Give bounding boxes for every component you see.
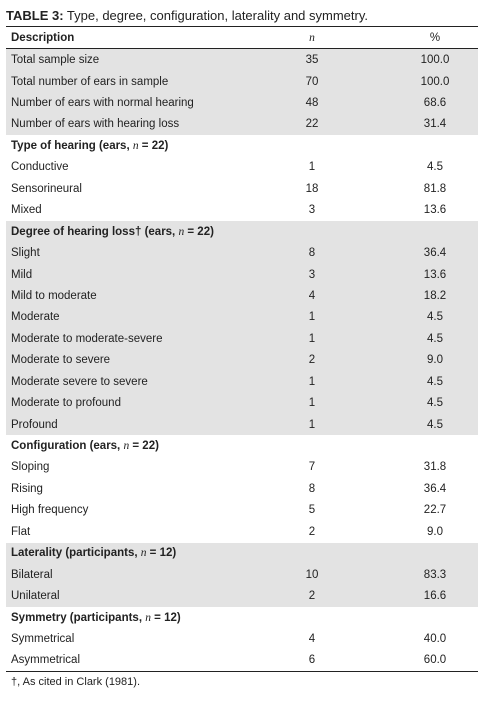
row-percent-value: 9.0 <box>378 350 478 371</box>
row-description: Sloping <box>11 461 50 474</box>
header-percent: % <box>429 31 441 44</box>
row-percent-value: 18.2 <box>378 285 478 306</box>
section-header-row <box>6 435 478 456</box>
row-description: Moderate to severe <box>6 350 246 371</box>
table-row <box>6 114 478 135</box>
table-row <box>6 628 478 649</box>
table-row <box>6 414 478 435</box>
section-n-symbol: n <box>123 440 130 453</box>
row-description: Conductive <box>11 161 69 174</box>
table-row <box>6 285 478 306</box>
row-description: Moderate to profound <box>6 392 246 413</box>
row-description: Number of ears with normal hearing <box>6 92 246 113</box>
section-n-symbol: n <box>140 547 147 560</box>
row-n-value: 2 <box>246 350 378 371</box>
table-row <box>6 585 478 606</box>
row-description: Mild to moderate <box>6 285 246 306</box>
row-n-value: 10 <box>246 564 378 585</box>
row-n-value: 1 <box>246 414 378 435</box>
row-description: Symmetrical <box>11 632 75 645</box>
row-n-value: 18 <box>305 182 319 195</box>
row-description: Mixed <box>11 204 42 217</box>
row-percent-value: 4.5 <box>378 307 478 328</box>
row-n-value: 5 <box>308 504 316 517</box>
row-n-value: 2 <box>308 525 316 538</box>
caption-text: Type, degree, configuration, laterality and symmetry. <box>63 8 368 23</box>
section-heading-count: = 22) <box>129 440 159 453</box>
table-row <box>6 242 478 263</box>
row-n-value: 1 <box>246 307 378 328</box>
row-percent-value: 4.5 <box>427 161 443 174</box>
row-n-value: 1 <box>246 392 378 413</box>
section-heading <box>6 135 478 156</box>
section-n-symbol: n <box>132 139 139 152</box>
section-heading-text: Type of hearing (ears, <box>11 139 133 152</box>
row-percent-value: 13.6 <box>423 204 447 217</box>
row-description: Number of ears with hearing loss <box>6 114 246 135</box>
table-body <box>6 49 478 672</box>
row-n-value: 1 <box>246 328 378 349</box>
section-header-row <box>6 221 478 242</box>
row-n-value: 35 <box>246 49 378 71</box>
row-percent-value: 22.7 <box>423 504 447 517</box>
row-description: Moderate to moderate-severe <box>6 328 246 349</box>
row-percent-value: 36.4 <box>378 242 478 263</box>
table-caption <box>6 8 478 26</box>
row-percent-value: 4.5 <box>378 392 478 413</box>
section-heading-text: Degree of hearing loss† (ears, <box>11 225 179 238</box>
row-percent-value: 60.0 <box>378 650 478 672</box>
table-container <box>6 0 478 688</box>
table-row <box>6 500 478 521</box>
section-heading-text: Laterality (participants, <box>11 547 141 560</box>
row-percent-value: 81.8 <box>423 182 447 195</box>
table-row <box>6 478 478 499</box>
section-heading <box>6 221 478 242</box>
section-heading-count: = 22) <box>138 139 169 152</box>
row-n-value: 4 <box>308 632 316 645</box>
row-description: Mild <box>6 264 246 285</box>
caption-label: TABLE 3: <box>6 8 64 23</box>
table-row <box>6 521 478 542</box>
row-description: Total number of ears in sample <box>6 71 246 92</box>
header-row <box>6 27 478 49</box>
row-percent-value: 83.3 <box>378 564 478 585</box>
section-heading-text: Configuration (ears, <box>11 440 124 453</box>
row-description: Profound <box>6 414 246 435</box>
table-row <box>6 564 478 585</box>
section-heading-count: = 22) <box>184 225 214 238</box>
table-row <box>6 457 478 478</box>
section-heading-count: = 12) <box>146 547 177 560</box>
row-n-value: 8 <box>246 242 378 263</box>
row-n-value: 3 <box>246 264 378 285</box>
table-row <box>6 49 478 71</box>
row-n-value: 7 <box>308 461 316 474</box>
row-n-value: 22 <box>246 114 378 135</box>
table-row <box>6 264 478 285</box>
table-row <box>6 71 478 92</box>
row-n-value: 1 <box>246 371 378 392</box>
section-heading <box>6 435 478 456</box>
table-row <box>6 92 478 113</box>
section-header-row <box>6 543 478 564</box>
table-row <box>6 178 478 199</box>
row-percent-value: 9.0 <box>427 525 443 538</box>
row-percent-value: 31.4 <box>378 114 478 135</box>
table-footnote: †, As cited in Clark (1981). <box>11 676 141 689</box>
table-row <box>6 328 478 349</box>
data-table <box>6 26 478 672</box>
section-header-row <box>6 135 478 156</box>
table-row <box>6 307 478 328</box>
row-description: Moderate severe to severe <box>6 371 246 392</box>
header-n: n <box>309 31 315 44</box>
table-row <box>6 350 478 371</box>
row-percent-value: 36.4 <box>423 482 447 495</box>
section-heading <box>6 543 478 564</box>
row-description: Slight <box>6 242 246 263</box>
row-description: Moderate <box>6 307 246 328</box>
row-description: Total sample size <box>6 49 246 71</box>
row-description: Unilateral <box>6 585 246 606</box>
table-row <box>6 650 478 672</box>
row-n-value: 6 <box>246 650 378 672</box>
row-percent-value: 31.8 <box>423 461 447 474</box>
row-percent-value: 4.5 <box>378 371 478 392</box>
row-n-value: 8 <box>308 482 316 495</box>
row-percent-value: 100.0 <box>378 71 478 92</box>
row-n-value: 48 <box>246 92 378 113</box>
row-description: High frequency <box>11 504 89 517</box>
header-description: Description <box>11 31 75 44</box>
row-n-value: 1 <box>308 161 316 174</box>
table-row <box>6 200 478 221</box>
table-row <box>6 392 478 413</box>
row-percent-value: 4.5 <box>378 328 478 349</box>
section-n-symbol: n <box>145 611 151 624</box>
row-n-value: 70 <box>246 71 378 92</box>
row-description: Asymmetrical <box>6 650 246 672</box>
row-n-value: 4 <box>246 285 378 306</box>
row-percent-value: 16.6 <box>378 585 478 606</box>
row-n-value: 3 <box>308 204 316 217</box>
table-row <box>6 371 478 392</box>
section-heading-text: Symmetry (participants, <box>11 611 146 624</box>
row-n-value: 2 <box>246 585 378 606</box>
row-percent-value: 13.6 <box>378 264 478 285</box>
row-percent-value: 4.5 <box>378 414 478 435</box>
row-percent-value: 100.0 <box>378 49 478 71</box>
row-percent-value: 68.6 <box>378 92 478 113</box>
row-description: Sensorineural <box>11 182 82 195</box>
section-heading <box>6 607 478 628</box>
section-n-symbol: n <box>178 225 185 238</box>
row-description: Bilateral <box>6 564 246 585</box>
section-header-row <box>6 607 478 628</box>
section-heading-count: = 12) <box>150 611 181 624</box>
row-description: Rising <box>11 482 43 495</box>
row-description: Flat <box>11 525 31 538</box>
table-row <box>6 157 478 178</box>
row-percent-value: 40.0 <box>423 632 447 645</box>
